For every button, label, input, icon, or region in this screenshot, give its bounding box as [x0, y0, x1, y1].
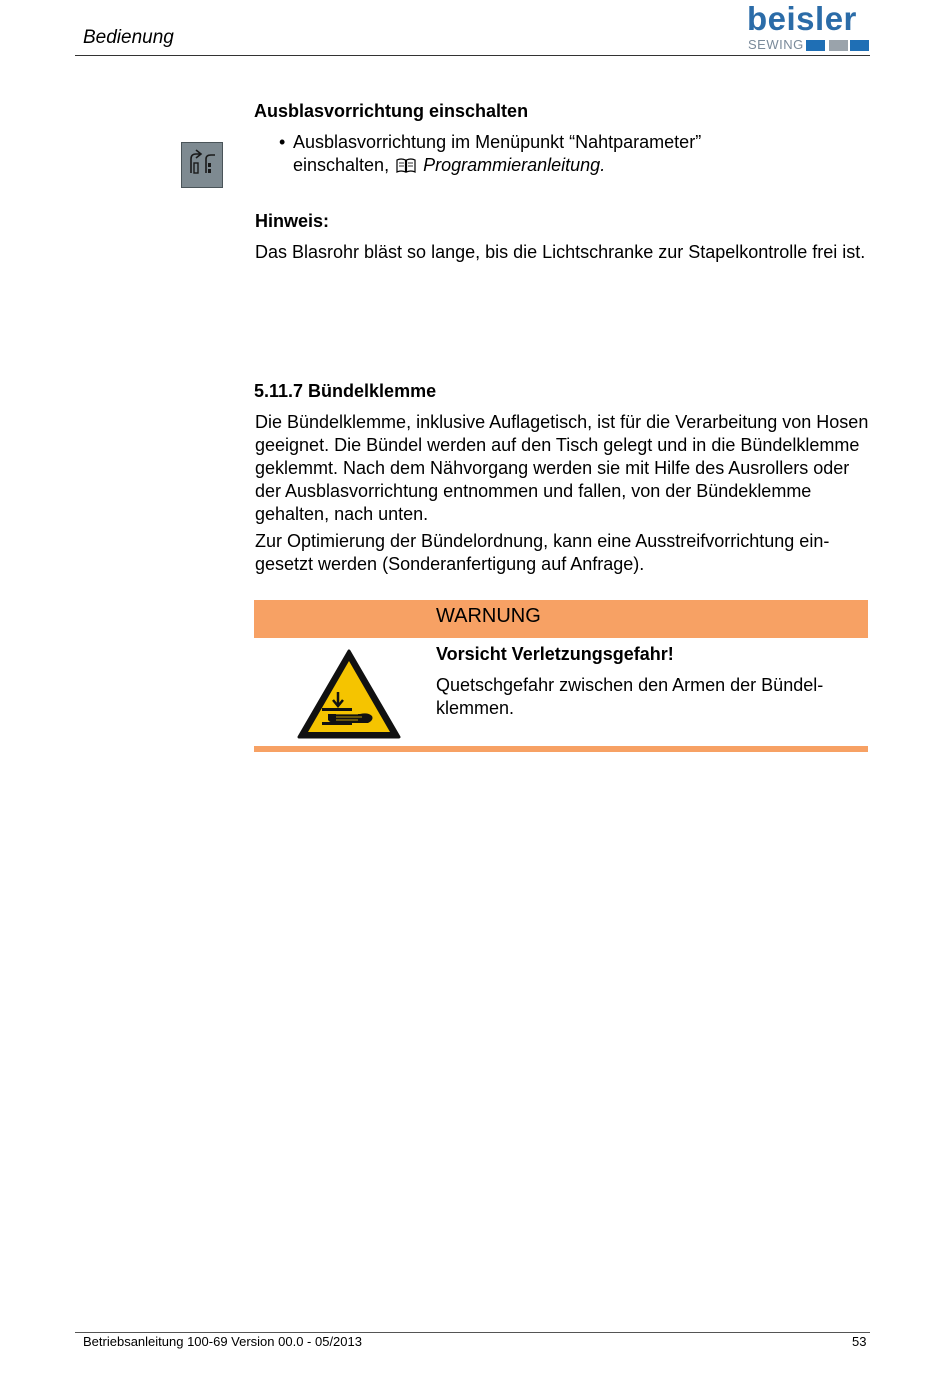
blowout-step-main: Ausblasvorrichtung im Menüpunkt “Nahtparameter” einschalten,	[293, 132, 702, 175]
footer-document-info: Betriebsanleitung 100-69 Version 00.0 - 05/2013	[83, 1334, 362, 1349]
brand-logo	[745, 0, 873, 56]
logo-square-1	[806, 40, 825, 51]
header-section-title: Bedienung	[83, 27, 174, 48]
warning-headline: Vorsicht Verletzungsgefahr!	[436, 644, 674, 664]
blowout-heading: Ausblasvorrichtung einschalten	[254, 101, 529, 121]
blowout-step-text	[293, 131, 748, 177]
logo-subtitle: SEWING	[748, 37, 804, 52]
logo-square-3	[850, 40, 869, 51]
page-number: 53	[852, 1334, 867, 1349]
header-divider	[75, 55, 870, 56]
programming-manual-ref: Programmieranleitung.	[423, 155, 606, 175]
warning-label: WARNUNG	[436, 605, 541, 627]
hint-title: Hinweis:	[255, 211, 330, 231]
hand-crush-warning-icon	[296, 648, 402, 741]
section-paragraph-2: Zur Optimierung der Bündelordnung, kann eine Ausstreifvorrichtung eingesetzt werden (Sonderanfertigung auf Anfrage).	[255, 531, 830, 574]
bullet-mark: •	[279, 132, 286, 152]
warning-bar	[254, 600, 868, 638]
logo-word: beisler	[747, 0, 857, 37]
footer-divider	[75, 1332, 870, 1333]
book-reference-icon	[396, 157, 416, 173]
blowout-menu-icon	[181, 142, 223, 188]
section-title: 5.11.7 Bündelklemme	[254, 381, 437, 401]
blowout-glyph-icon	[182, 143, 222, 187]
warning-text: Quetschgefahr zwischen den Armen der Bündelklemmen.	[436, 675, 824, 718]
section-paragraph-1: Die Bündelklemme, inklusive Auflagetisch, ist für die Verarbeitung von Hosen geeignet. Die Bündel werden auf den Tisch gelegt und in die Bündelklemme geklemmt. Nach dem Nähvorgang werden sie mit Hilfe des Ausrollers oder der Ausblasvorrichtung entnommen und fallen, von der Bündeklemme gehalten, nach unten.	[255, 412, 869, 524]
warning-bottom-rule	[254, 746, 868, 752]
hint-text: Das Blasrohr bläst so lange, bis die Lichtschranke zur Stapelkontrolle frei ist.	[255, 242, 866, 262]
logo-square-2	[829, 40, 848, 51]
